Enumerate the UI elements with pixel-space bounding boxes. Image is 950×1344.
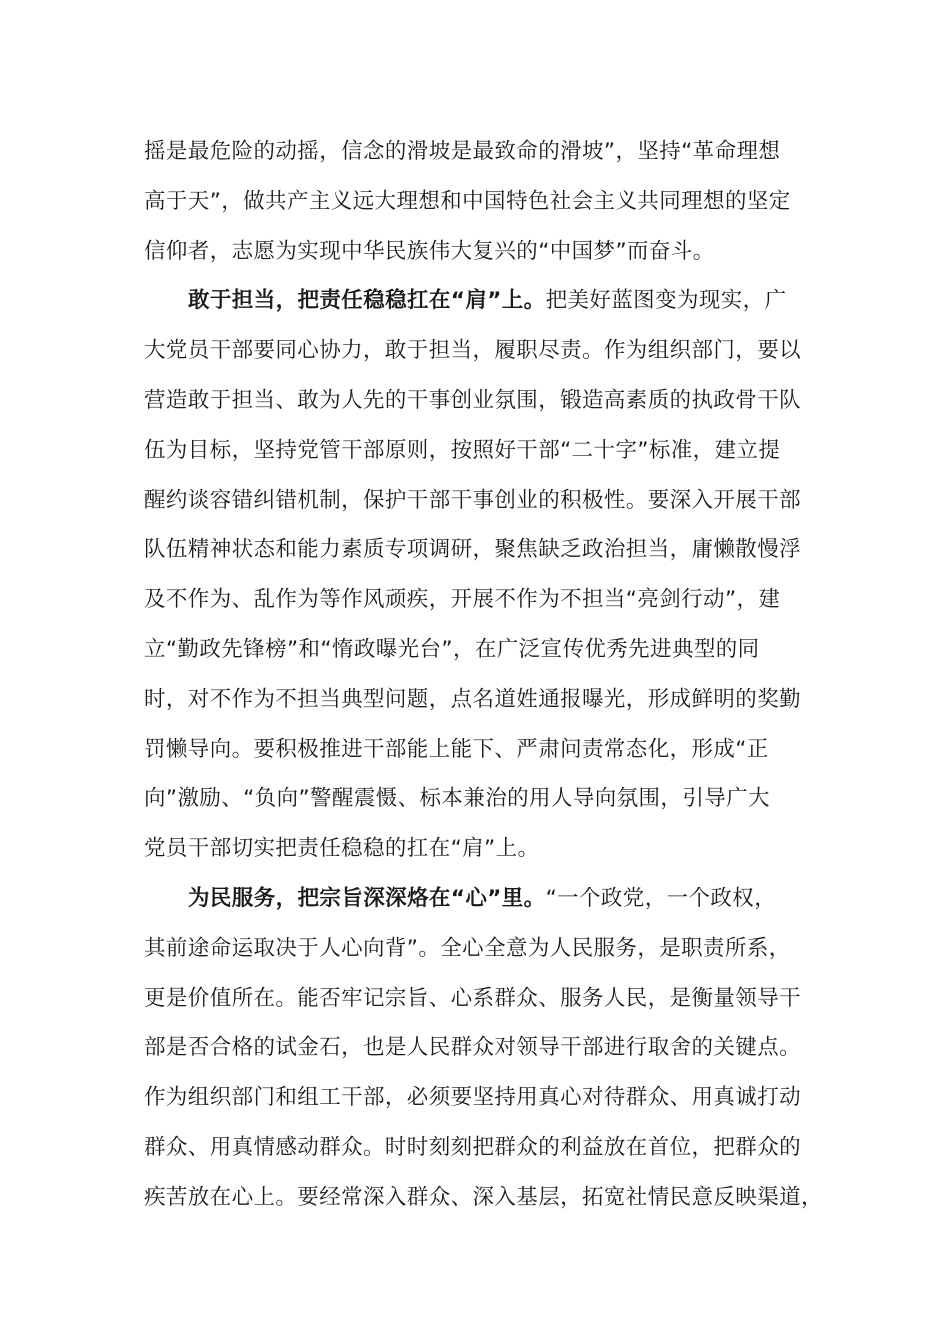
text-line: 疾苦放在心上。要经常深入群众、深入基层，拓宽社情民意反映渠道， — [144, 1184, 823, 1210]
text-line: 醒约谈容错纠错机制，保护干部干事创业的积极性。要深入开展干部 — [144, 487, 802, 513]
text-line: 群众、用真情感动群众。时时刻刻把群众的利益放在首位，把群众的 — [144, 1134, 802, 1160]
text-line: 罚懒导向。要积极推进干部能上能下、严肃问责常态化，形成“正 — [144, 736, 769, 762]
text-line: 作为组织部门和组工干部，必须要坚持用真心对待群众、用真诚打动 — [144, 1085, 802, 1111]
text-run: 把美好蓝图变为现实，广 — [545, 288, 787, 314]
text-line: 伍为目标，坚持党管干部原则，按照好干部“二十字”标准，建立提 — [144, 437, 781, 463]
paragraph-heading: 敢于担当，把责任稳稳扛在“肩”上。 — [188, 288, 546, 314]
paragraph-ideals — [144, 127, 804, 276]
text-line: 时，对不作为不担当典型问题，点名道姓通报曝光，形成鲜明的奖勤 — [144, 686, 802, 712]
paragraph-responsibility — [144, 276, 804, 874]
text-line: 摇是最危险的动摇，信念的滑坡是最致命的滑坡”，坚持“革命理想 — [144, 139, 781, 164]
text-line: 信仰者，志愿为实现中华民族伟大复兴的“中国梦”而奋斗。 — [144, 238, 715, 264]
text-line: 向”激励、“负向”警醒震慑、标本兼治的用人导向氛围，引导广大 — [144, 786, 770, 812]
first-line — [144, 276, 804, 326]
text-line: 营造敢于担当、敢为人先的干事创业氛围，锻造高素质的执政骨干队 — [144, 387, 802, 413]
text-line: 高于天”，做共产主义远大理想和中国特色社会主义共同理想的坚定 — [144, 188, 791, 214]
text-run: “一个政党，一个政权， — [545, 885, 777, 911]
paragraph-service — [144, 874, 823, 1223]
document-body — [144, 127, 823, 1223]
text-line: 更是价值所在。能否牢记宗旨、心系群众、服务人民，是衡量领导干 — [144, 985, 802, 1011]
paragraph-heading: 为民服务，把宗旨深深烙在“心”里。 — [188, 885, 546, 911]
text-line: 其前途命运取决于人心向背”。全心全意为人民服务，是职责所系， — [144, 935, 791, 961]
text-line: 队伍精神状态和能力素质专项调研，聚焦缺乏政治担当，庸懒散慢浮 — [144, 537, 802, 563]
text-line: 立“勤政先锋榜”和“惰政曝光台”，在广泛宣传优秀先进典型的同 — [144, 636, 760, 662]
text-line: 及不作为、乱作为等作风顽疾，开展不作为不担当“亮剑行动”，建 — [144, 587, 781, 613]
text-line: 大党员干部要同心协力，敢于担当，履职尽责。作为组织部门，要以 — [144, 338, 802, 364]
text-line: 党员干部切实把责任稳稳的扛在“肩”上。 — [144, 836, 540, 862]
first-line — [144, 874, 804, 924]
text-line: 部是否合格的试金石，也是人民群众对领导干部进行取舍的关键点。 — [144, 1035, 802, 1061]
